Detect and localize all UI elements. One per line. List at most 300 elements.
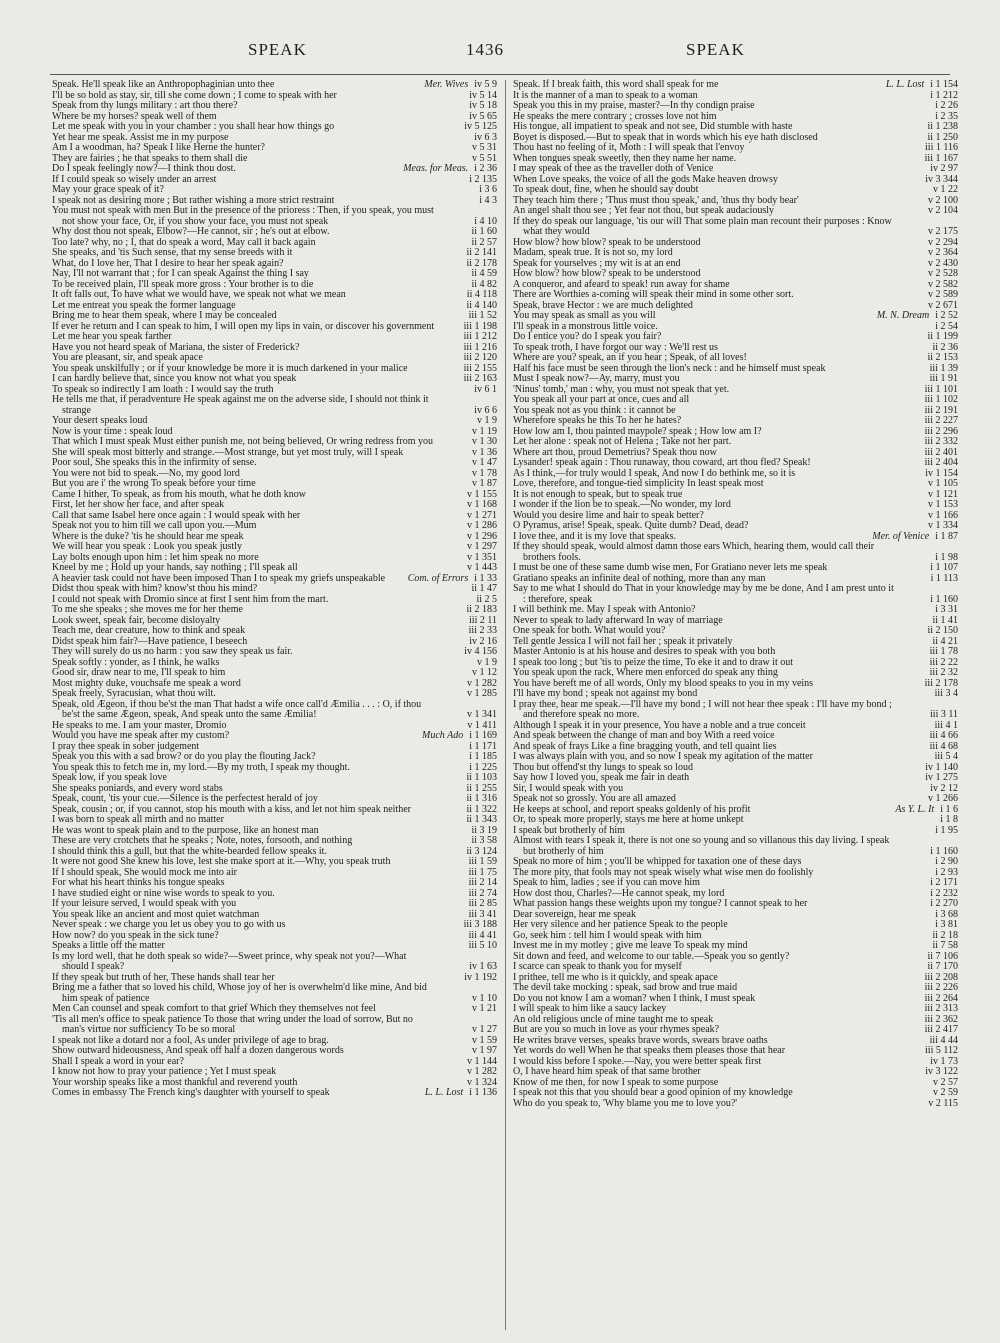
- quotation-entry: [513, 437, 958, 448]
- citation-line: 430: [943, 257, 958, 269]
- citation-act: ii: [466, 257, 472, 269]
- citation-act: v: [472, 142, 477, 153]
- citation-line: 5: [492, 593, 497, 605]
- citation-scene: 1: [940, 362, 946, 374]
- citation-scene: 1: [474, 971, 480, 983]
- citation-act: iii: [930, 709, 939, 720]
- quotation-entry: [513, 962, 958, 973]
- quotation-text: There are Worthies a-coming will speak their mind in some other sort.: [513, 289, 794, 300]
- quotation-entry: [513, 1004, 958, 1015]
- citation-line: 270: [943, 898, 958, 909]
- citation-scene: 2: [940, 656, 946, 668]
- quotation-text: He writes brave verses, speaks brave words, swears brave oaths: [513, 1034, 768, 1046]
- citation-act: iv: [474, 404, 482, 416]
- citation-line: 78: [487, 467, 497, 479]
- citation-scene: 1: [474, 1076, 480, 1088]
- quotation-text: She will speak most bitterly and strange.—Most strange, but yet most truly, will I speak: [52, 446, 404, 458]
- citation-scene: 2: [935, 887, 941, 899]
- play-title: Com. of Errors: [407, 572, 469, 584]
- citation-line: 113: [943, 572, 958, 584]
- citation-line: 271: [482, 509, 497, 521]
- citation-scene: 2: [935, 625, 941, 636]
- citation-act: i: [935, 919, 938, 930]
- quotation-entry: [52, 332, 497, 343]
- quotation-text: An angel shalt thou see ; Yet fear not thou, but speak audaciously: [513, 205, 775, 216]
- citation-act: iii: [924, 383, 933, 395]
- quotation-text: He keeps at school, and report speaks goldenly of his profit: [513, 803, 751, 815]
- citation-line: 116: [943, 142, 958, 153]
- citation-scene: 4: [940, 1034, 946, 1046]
- quotation-entry: [52, 1004, 497, 1015]
- quotation-text: Yet words do well When he that speaks them pleases those that hear: [513, 1045, 786, 1056]
- citation-act: v: [472, 446, 477, 458]
- citation-act: i: [469, 761, 472, 773]
- citation-line: 93: [948, 866, 958, 878]
- citation-scene: 5: [474, 121, 480, 132]
- quotation-entry: [52, 920, 497, 931]
- citation: [474, 385, 497, 396]
- citation-scene: 2: [479, 898, 485, 909]
- citation-line: 58: [487, 835, 497, 846]
- citation-scene: 4: [479, 215, 485, 227]
- citation-act: iii: [468, 877, 477, 888]
- quotation-entry: [513, 374, 958, 385]
- citation-act: iii: [463, 352, 472, 363]
- citation-act: iii: [463, 341, 472, 353]
- citation-act: iii: [468, 940, 477, 951]
- citation-line: 36: [487, 163, 497, 174]
- citation-line: 140: [943, 761, 958, 773]
- citation-scene: 2: [479, 614, 485, 626]
- citation-scene: 1: [479, 866, 485, 878]
- quotation-text: If I could speak so wisely under an arrest: [52, 173, 217, 185]
- citation-line: 10: [487, 992, 497, 1004]
- citation-act: ii: [471, 226, 477, 237]
- citation-scene: 2: [935, 226, 941, 237]
- quotation-text: I speak not this that you should bear a good opinion of my knowledge: [513, 1087, 793, 1098]
- headword-right: SPEAK: [686, 40, 745, 59]
- quotation-entry: [513, 521, 958, 532]
- header-rule: [50, 74, 950, 75]
- citation-line: 66: [948, 730, 958, 741]
- quotation-text: I prithee, tell me who is it quickly, and speak apace: [513, 971, 718, 983]
- citation-scene: 2: [935, 992, 941, 1004]
- quotation-text: I speak too long ; but 'tis to peize the time, To eke it and to draw it out: [513, 656, 794, 668]
- quotation-text: Am I a woodman, ha? Speak I like Herne the hunter?: [52, 142, 265, 153]
- quotation-entry: [52, 269, 497, 280]
- citation-act: i: [935, 856, 938, 867]
- citation-line: 185: [482, 751, 497, 762]
- citation-scene: 3: [940, 604, 946, 615]
- citation-line: 14: [487, 877, 497, 888]
- quotation-text: Too late? why, no ; I, that do speak a word, May call it back again: [52, 236, 316, 248]
- quotation-text: If they do speak our language, 'tis our will That some plain man recount their purposes : Know what they would: [513, 215, 892, 237]
- citation-act: iii: [924, 152, 933, 164]
- citation-scene: 1: [474, 730, 480, 741]
- play-title: M. N. Dream: [876, 310, 930, 321]
- citation-act: i: [930, 593, 933, 605]
- quotation-text: Now is your time : speak loud: [52, 425, 173, 437]
- citation-line: 85: [487, 898, 497, 909]
- quotation-entry: [52, 731, 497, 742]
- quotation-entry: [513, 290, 958, 301]
- citation-scene: 1: [474, 814, 480, 825]
- citation-line: 169: [482, 730, 497, 741]
- citation-scene: 1: [474, 719, 480, 731]
- quotation-entry: [513, 794, 958, 805]
- citation-act: iii: [468, 856, 477, 867]
- citation-scene: 2: [479, 635, 485, 647]
- citation-scene: 4: [945, 719, 951, 731]
- quotation-text: Where is the duke? 'tis he should hear me speak: [52, 530, 244, 542]
- quotation-text: Speak. He'll speak like an Anthropophaginian unto thee: [52, 79, 275, 90]
- citation-act: v: [472, 1045, 477, 1056]
- quotation-text: Never to speak to lady afterward In way of marriage: [513, 614, 723, 626]
- quotation-entry: [513, 584, 958, 605]
- citation-scene: 2: [935, 268, 941, 279]
- quotation-entry: [513, 731, 958, 742]
- citation-act: i: [935, 110, 938, 122]
- citation-act: v: [928, 205, 933, 216]
- quotation-text: As I think,—for truly would I speak, And now I do bethink me, so it is: [513, 467, 796, 479]
- citation-scene: 2: [935, 352, 941, 363]
- citation-act: i: [930, 79, 933, 90]
- citation-act: iii: [924, 677, 933, 689]
- quotation-text: It oft falls out, To have what we would have, we speak not what we mean: [52, 289, 346, 300]
- citation-line: 671: [943, 299, 958, 311]
- citation-line: 59: [487, 856, 497, 867]
- citation-scene: 1: [474, 782, 480, 794]
- citation-line: 135: [482, 173, 497, 185]
- citation-act: iii: [463, 362, 472, 374]
- quotation-text: Must I speak now?—Ay, marry, must you: [513, 373, 680, 384]
- citation-act: iii: [924, 394, 933, 405]
- citation-scene: 3: [479, 908, 485, 920]
- quotation-text: Her very silence and her patience Speak to the people: [513, 919, 728, 930]
- citation-line: 154: [943, 79, 958, 90]
- citation-act: iv: [469, 635, 477, 647]
- quotation-entry: [52, 185, 497, 196]
- quotation-text: Yet hear me speak. Assist me in my purpose: [52, 131, 229, 143]
- quotation-entry: [52, 605, 497, 616]
- quotation-entry: [52, 668, 497, 679]
- citation-line: 10: [487, 215, 497, 227]
- citation-act: iii: [929, 667, 938, 678]
- quotation-text: You speak upon the rack, Where men enforced do speak any thing: [513, 667, 778, 678]
- quotation-entry: [52, 836, 497, 847]
- quotation-text: Where be my horses? speak well of them: [52, 110, 217, 122]
- citation-line: 324: [482, 1076, 497, 1088]
- citation-act: ii: [932, 341, 938, 353]
- quotation-text: You speak all your part at once, cues and all: [513, 394, 690, 405]
- citation-scene: 3: [474, 845, 480, 857]
- citation-scene: 6: [484, 131, 490, 143]
- citation-line: 155: [482, 362, 497, 374]
- citation-scene: 1: [935, 562, 941, 573]
- quotation-text: Speak from thy lungs military : art thou there?: [52, 100, 238, 111]
- citation-line: 35: [948, 110, 958, 122]
- citation-line: 59: [487, 268, 497, 279]
- citation-scene: 5: [479, 110, 485, 122]
- citation-scene: 1: [474, 530, 480, 542]
- quotation-entry: [52, 437, 497, 448]
- citation-act: v: [472, 992, 477, 1004]
- citation-act: iii: [929, 646, 938, 657]
- citation-line: 255: [482, 782, 497, 794]
- citation-act: iii: [468, 310, 477, 321]
- quotation-text: You have bereft me of all words, Only my blood speaks to you in my veins: [513, 677, 814, 689]
- quotation-text: It is the manner of a man to speak to a woman: [513, 89, 698, 101]
- citation-act: iii: [925, 142, 934, 153]
- citation-scene: 1: [484, 656, 490, 668]
- citation-scene: 2: [935, 247, 941, 258]
- quotation-text: What, do I love her, That I desire to hear her speak again?: [52, 257, 284, 269]
- citation-line: 54: [948, 320, 958, 332]
- quotation-entry: [513, 941, 958, 952]
- citation-act: iii: [924, 404, 933, 416]
- quotation-text: Would you desire lime and hair to speak better?: [513, 509, 704, 521]
- quotation-text: A conqueror, and afeard to speak! run away for shame: [513, 278, 730, 290]
- quotation-text: I must be one of these same dumb wise men, For Gratiano never lets me speak: [513, 562, 828, 573]
- citation-act: ii: [932, 929, 938, 941]
- quotation-entry: [513, 101, 958, 112]
- citation-scene: 1: [479, 572, 485, 584]
- quotation-text: You speak not as you think : it cannot be: [513, 404, 676, 416]
- citation-act: ii: [466, 299, 472, 311]
- citation-scene: 2: [935, 877, 941, 888]
- quotation-text: Speak, count, 'tis your cue.—Silence is the perfectest herald of joy: [52, 793, 318, 804]
- citation-scene: 7: [935, 961, 941, 972]
- quotation-text: They will surely do us no harm : you saw they speak us fair.: [52, 646, 293, 657]
- quotation-text: I know not how to pray your patience ; Yet I must speak: [52, 1066, 277, 1077]
- citation-scene: 2: [935, 898, 941, 909]
- quotation-entry: [52, 878, 497, 889]
- citation-act: ii: [927, 950, 933, 962]
- citation-act: ii: [466, 803, 472, 815]
- citation-act: i: [935, 320, 938, 332]
- citation-scene: 1: [479, 467, 485, 479]
- quotation-entry: [513, 920, 958, 931]
- quotation-text: But you are i' the wrong To speak before your time: [52, 478, 256, 489]
- citation-scene: 1: [474, 541, 480, 552]
- quotation-text: You speak unskilfully ; or if your knowledge be more it is much darkened in your malice: [52, 362, 408, 374]
- quotation-entry: [52, 1046, 497, 1057]
- quotation-text: Half his face must be seen through the lion's neck : and he himself must speak: [513, 362, 826, 374]
- quotation-text: She speaks poniards, and every word stabs: [52, 782, 223, 794]
- citation-scene: 1: [479, 436, 485, 447]
- citation-line: 31: [948, 604, 958, 615]
- citation-line: 154: [943, 467, 958, 479]
- citation-line: 160: [943, 593, 958, 605]
- citation-line: 11: [948, 709, 958, 720]
- citation-act: iii: [929, 362, 938, 374]
- quotation-entry: [52, 1015, 497, 1036]
- quotation-text: Boyet is disposed.—But to speak that in words which his eye hath disclosed: [513, 131, 818, 143]
- citation-scene: 1: [935, 593, 941, 605]
- citation-act: i: [469, 751, 472, 762]
- citation-act: i: [935, 824, 938, 836]
- citation-line: 191: [943, 404, 958, 416]
- citation-line: 81: [948, 919, 958, 930]
- citation-line: 36: [948, 341, 958, 353]
- citation-act: i: [930, 877, 933, 888]
- citation-act: iii: [924, 415, 933, 426]
- citation-act: ii: [466, 289, 473, 300]
- citation-scene: 4: [474, 289, 480, 300]
- quotation-entry: [52, 542, 497, 553]
- play-title: L. L. Lost: [424, 1087, 464, 1098]
- citation-line: 208: [943, 971, 958, 983]
- citation-scene: 2: [940, 856, 946, 867]
- citation-scene: 1: [940, 1055, 946, 1067]
- quotation-entry: [52, 416, 497, 427]
- quotation-text: You may speak as small as you will: [513, 310, 656, 321]
- citation-act: iv: [930, 782, 938, 794]
- citation-line: 275: [943, 772, 958, 783]
- quotation-text: Do I entice you? do I speak you fair?: [513, 331, 662, 342]
- citation-act: v: [928, 247, 933, 258]
- citation-act: v: [928, 289, 933, 300]
- citation-line: 125: [482, 121, 497, 132]
- citation-line: 16: [487, 635, 497, 647]
- citation-line: 39: [948, 362, 958, 374]
- citation-act: v: [928, 488, 933, 500]
- citation-act: v: [467, 562, 472, 573]
- citation-act: iii: [929, 730, 938, 741]
- citation-act: v: [467, 551, 472, 563]
- citation-line: 417: [943, 1024, 958, 1035]
- citation-scene: 1: [474, 520, 480, 531]
- citation-scene: 1: [474, 499, 480, 510]
- citation-act: iii: [929, 740, 938, 752]
- quotation-text: I speak not like a dotard nor a fool, As under privilege of age to brag.: [52, 1034, 329, 1046]
- quotation-entry: [513, 500, 958, 511]
- quotation-text: For what his heart thinks his tongue speaks: [52, 877, 225, 888]
- citation-line: 52: [487, 310, 497, 321]
- quotation-text: An old religious uncle of mine taught me to speak: [513, 1013, 714, 1025]
- citation: [877, 311, 958, 322]
- quotation-entry: [52, 773, 497, 784]
- citation-act: ii: [466, 793, 472, 804]
- citation-line: 63: [487, 961, 497, 972]
- citation-act: v: [467, 709, 472, 720]
- quotation-text: A heavier task could not have been imposed Than I to speak my griefs unspeakable: [52, 572, 386, 584]
- citation-act: i: [930, 898, 933, 909]
- quotation-entry: [513, 185, 958, 196]
- citation-act: iii: [468, 866, 477, 878]
- citation-scene: 2: [935, 425, 941, 437]
- quotation-text: He speaks to me. I am your master, Dromio: [52, 719, 227, 731]
- citation-line: 285: [482, 688, 497, 699]
- citation-scene: 1: [940, 530, 946, 542]
- citation-scene: 1: [935, 520, 941, 531]
- citation-scene: 4: [484, 194, 490, 206]
- citation-scene: 3: [935, 1066, 941, 1077]
- quotation-text: Lay bolts enough upon him : let him speak no more: [52, 551, 259, 563]
- quotation-text: Is my lord well, that he doth speak so wide?—Sweet prince, why speak not you?—What should I speak?: [52, 950, 407, 972]
- citation-line: 227: [943, 415, 958, 426]
- citation-act: i: [930, 562, 933, 573]
- citation-act: i: [469, 740, 472, 752]
- citation-line: 401: [943, 446, 958, 458]
- quotation-text: Tell gentle Jessica I will not fail her ; speak it privately: [513, 635, 733, 647]
- quotation-text: I will bethink me. May I speak with Antonio?: [513, 604, 696, 615]
- citation-line: 44: [948, 1034, 958, 1046]
- quotation-text: How blow? how blow? speak to be understood: [513, 236, 701, 248]
- citation-scene: 1: [940, 824, 946, 836]
- citation-scene: 1: [474, 341, 480, 353]
- quotation-entry: [52, 206, 497, 227]
- quotation-text: He tells me that, if peradventure He speak against me on the adverse side, I should not think it strange: [52, 394, 429, 416]
- quotation-text: Speaks a little off the matter: [52, 940, 165, 951]
- citation-act: v: [467, 719, 473, 731]
- quotation-text: I scarce can speak to thank you for myself: [513, 961, 682, 972]
- quotation-text: Nay, I'll not warrant that ; for I can speak Against the thing I say: [52, 268, 309, 279]
- citation-line: 183: [482, 604, 497, 615]
- quotation-entry: [52, 458, 497, 469]
- citation-line: 78: [948, 646, 958, 657]
- citation-act: iv: [930, 163, 938, 174]
- citation-scene: 2: [935, 236, 941, 248]
- citation-scene: 4: [474, 646, 480, 657]
- quotation-text: She speaks, and 'tis Such sense, that my sense breeds with it: [52, 247, 293, 258]
- quotation-text: I have studied eight or nine wise words to speak to you.: [52, 887, 275, 899]
- citation-scene: 2: [935, 257, 941, 269]
- citation-scene: 1: [474, 793, 480, 804]
- citation-act: v: [928, 194, 933, 206]
- quotation-entry: [52, 584, 497, 595]
- citation-scene: 1: [935, 467, 941, 479]
- quotation-text: When tongues speak sweetly, then they name her name.: [513, 152, 737, 164]
- citation-line: 60: [487, 226, 497, 237]
- citation-line: 21: [487, 1003, 497, 1014]
- citation-scene: 1: [935, 121, 941, 132]
- quotation-text: How now? do you speak in the sick tune?: [52, 929, 219, 941]
- quotation-text: Sir, I would speak with you: [513, 782, 624, 794]
- play-title: Mer. of Venice: [872, 530, 930, 542]
- citation-scene: 1: [479, 856, 485, 867]
- citation-act: iii: [924, 1003, 933, 1014]
- citation-act: iii: [924, 1024, 933, 1035]
- quotation-text: Thou but offend'st thy lungs to speak so loud: [513, 761, 693, 773]
- citation-line: 118: [482, 289, 497, 300]
- quotation-entry: [52, 164, 497, 175]
- quotation-text: That which I must speak Must either punish me, not being believed, Or wring redress from you: [52, 436, 434, 447]
- citation-line: 57: [948, 1076, 958, 1088]
- citation-scene: 3: [479, 835, 485, 846]
- citation-line: 153: [943, 352, 958, 363]
- citation-scene: 5: [479, 100, 485, 111]
- quotation-text: Do I speak feelingly now?—I think thou dost.: [52, 163, 236, 174]
- citation-act: ii: [466, 772, 472, 783]
- quotation-entry: [52, 395, 497, 416]
- citation-act: i: [479, 184, 482, 195]
- citation-line: 163: [482, 373, 497, 384]
- quotation-entry: [513, 626, 958, 637]
- quotation-text: If your leisure served, I would speak with you: [52, 898, 237, 909]
- citation-scene: 2: [474, 604, 480, 615]
- citation-act: i: [474, 163, 477, 174]
- citation-act: i: [474, 215, 477, 227]
- citation-line: 21: [948, 635, 958, 647]
- quotation-text: He speaks the mere contrary ; crosses love not him: [513, 110, 717, 122]
- quotation-text: But are you so much in love as your rhymes speak?: [513, 1024, 720, 1035]
- citation-scene: 2: [935, 971, 941, 983]
- citation-act: v: [467, 1076, 472, 1088]
- citation-act: v: [928, 1097, 934, 1109]
- quotation-entry: [513, 122, 958, 133]
- citation-line: 11: [487, 614, 497, 626]
